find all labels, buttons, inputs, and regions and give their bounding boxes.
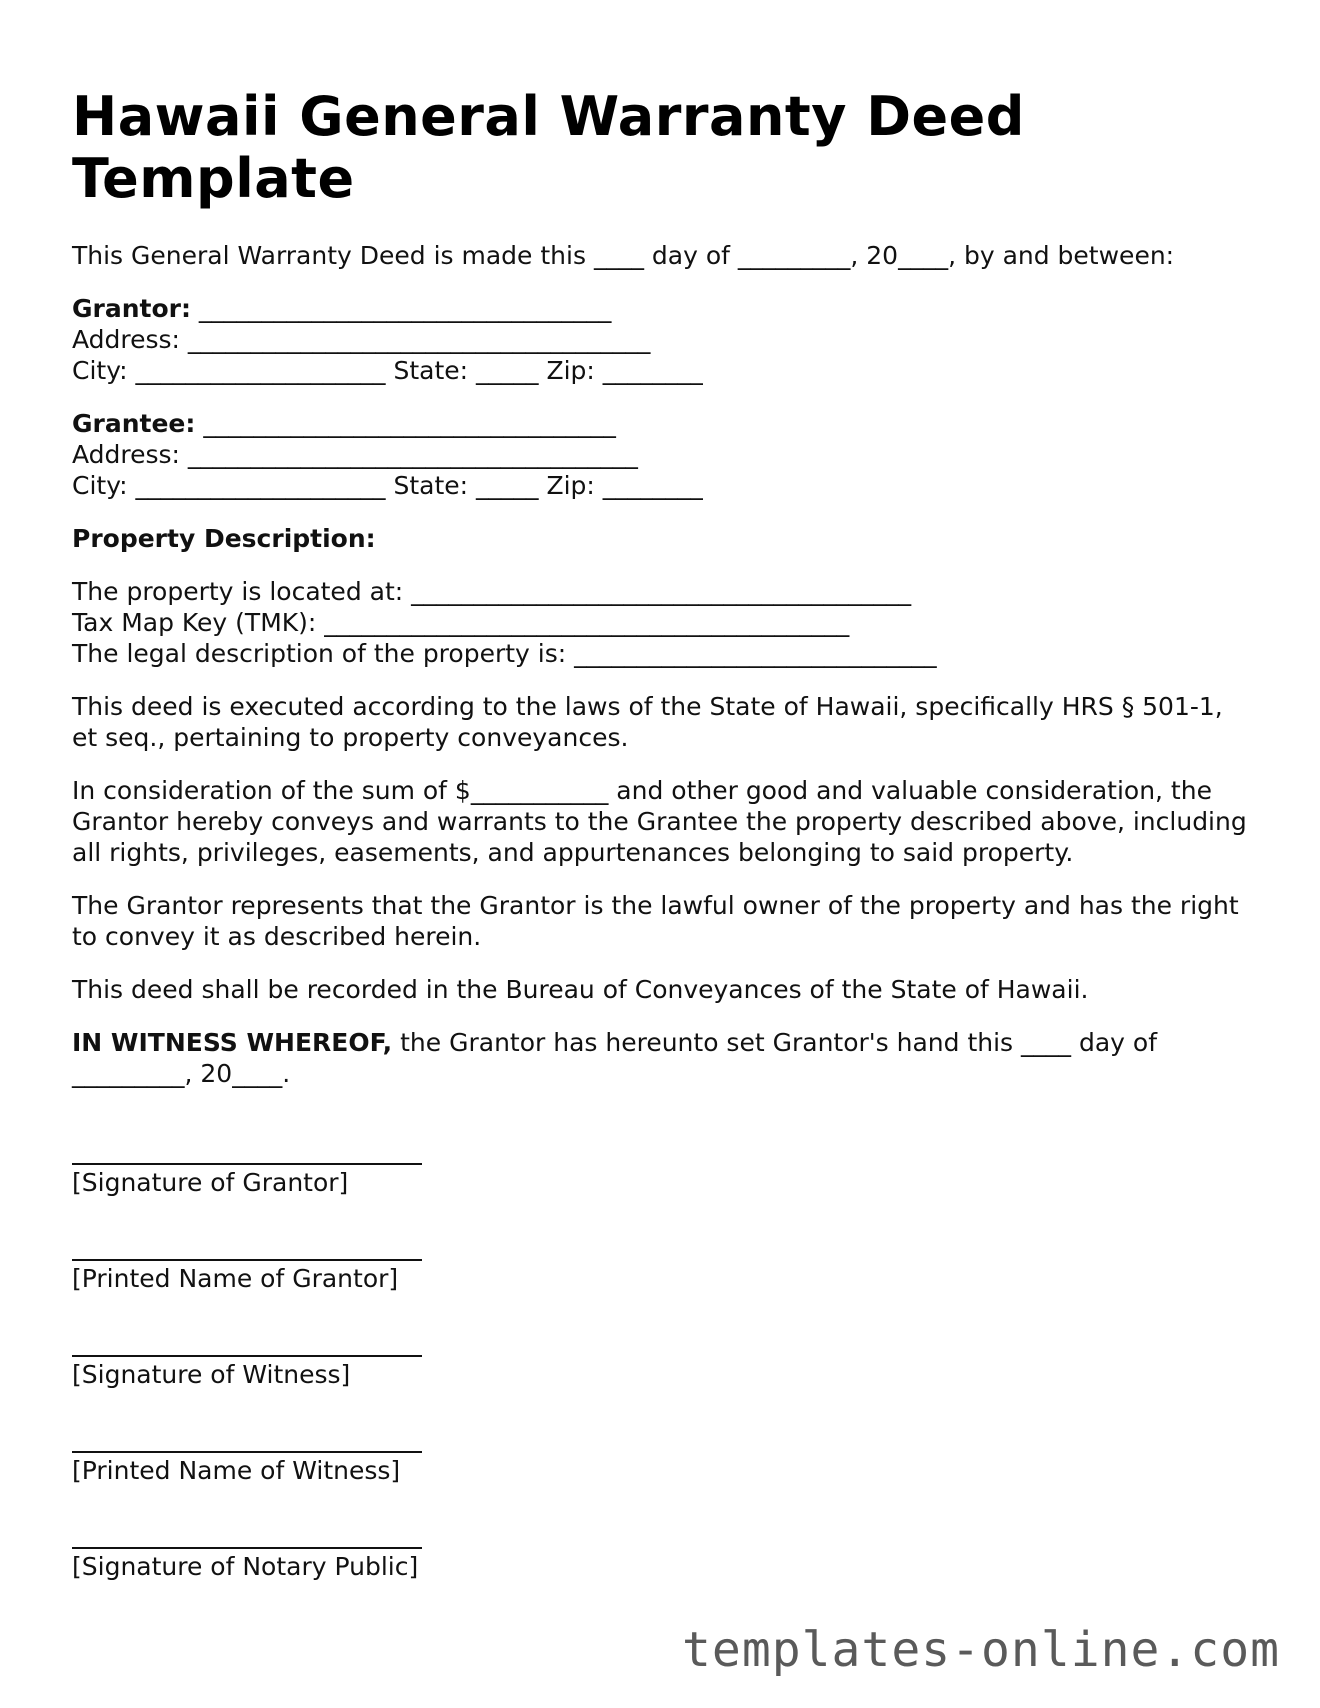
consideration-paragraph: In consideration of the sum of $___________ and other good and valuable consideration, the Grantor hereby conveys and warrants to the Grantee the property described above, including all rights, privileges, easements, and appurtenances belonging to said property.	[72, 776, 1255, 867]
notary-signature-line[interactable]	[72, 1513, 422, 1549]
grantor-block	[72, 293, 1248, 386]
property-block	[72, 576, 1248, 669]
witness-paragraph	[72, 1027, 1248, 1089]
property-location-line[interactable]: The property is located at: ________________________________________	[72, 577, 912, 606]
grantee-name-blank[interactable]: _________________________________	[195, 409, 616, 438]
recorded-paragraph: This deed shall be recorded in the Bureau of Conveyances of the State of Hawaii.	[72, 975, 1089, 1004]
witness-printed-name-line[interactable]	[72, 1417, 422, 1453]
grantee-address-line[interactable]: Address: ____________________________________	[72, 440, 638, 469]
grantee-label: Grantee:	[72, 409, 196, 438]
grantor-address-line[interactable]: Address: _____________________________________	[72, 325, 651, 354]
witness-signature-line[interactable]	[72, 1321, 422, 1357]
grantor-label: Grantor:	[72, 294, 191, 323]
witness-signature-label: [Signature of Witness]	[72, 1360, 351, 1389]
signature-block	[72, 1129, 1248, 1583]
watermark: templates-online.com	[682, 1622, 1280, 1678]
grantor-represents-paragraph: The Grantor represents that the Grantor is the lawful owner of the property and has the right to convey it as described herein.	[72, 891, 1247, 951]
grantee-block	[72, 408, 1248, 501]
property-heading: Property Description:	[72, 524, 376, 553]
grantor-city-line[interactable]: City: ____________________ State: _____ Zip: ________	[72, 356, 703, 385]
grantor-name-blank[interactable]: _________________________________	[190, 294, 612, 323]
property-legal-line[interactable]: The legal description of the property is: _____________________________	[72, 639, 937, 668]
grantor-printed-name-line[interactable]	[72, 1225, 422, 1261]
property-tmk-line[interactable]: Tax Map Key (TMK): __________________________________________	[72, 608, 850, 637]
laws-paragraph: This deed is executed according to the laws of the State of Hawaii, specifically HRS § 501-1, et seq., pertaining to property conveyances.	[72, 692, 1231, 752]
witness-lead: IN WITNESS WHEREOF,	[72, 1028, 393, 1057]
intro-paragraph: This General Warranty Deed is made this ____ day of _________, 20____, by and between:	[72, 241, 1175, 270]
grantor-name-line	[72, 293, 1248, 324]
grantor-signature-line[interactable]	[72, 1129, 422, 1165]
grantor-printed-name-label: [Printed Name of Grantor]	[72, 1264, 399, 1293]
document-page	[72, 85, 1255, 1583]
page-title: Hawaii General Warranty Deed Template	[72, 85, 1025, 210]
notary-signature-label: [Signature of Notary Public]	[72, 1552, 419, 1581]
witness-printed-name-label: [Printed Name of Witness]	[72, 1456, 401, 1485]
grantee-name-line	[72, 408, 1248, 439]
witness-rest: the Grantor has hereunto set Grantor's hand this ____ day of _________, 20____.	[72, 1028, 1165, 1088]
grantor-signature-label: [Signature of Grantor]	[72, 1168, 349, 1197]
grantee-city-line[interactable]: City: ____________________ State: _____ Zip: ________	[72, 471, 703, 500]
